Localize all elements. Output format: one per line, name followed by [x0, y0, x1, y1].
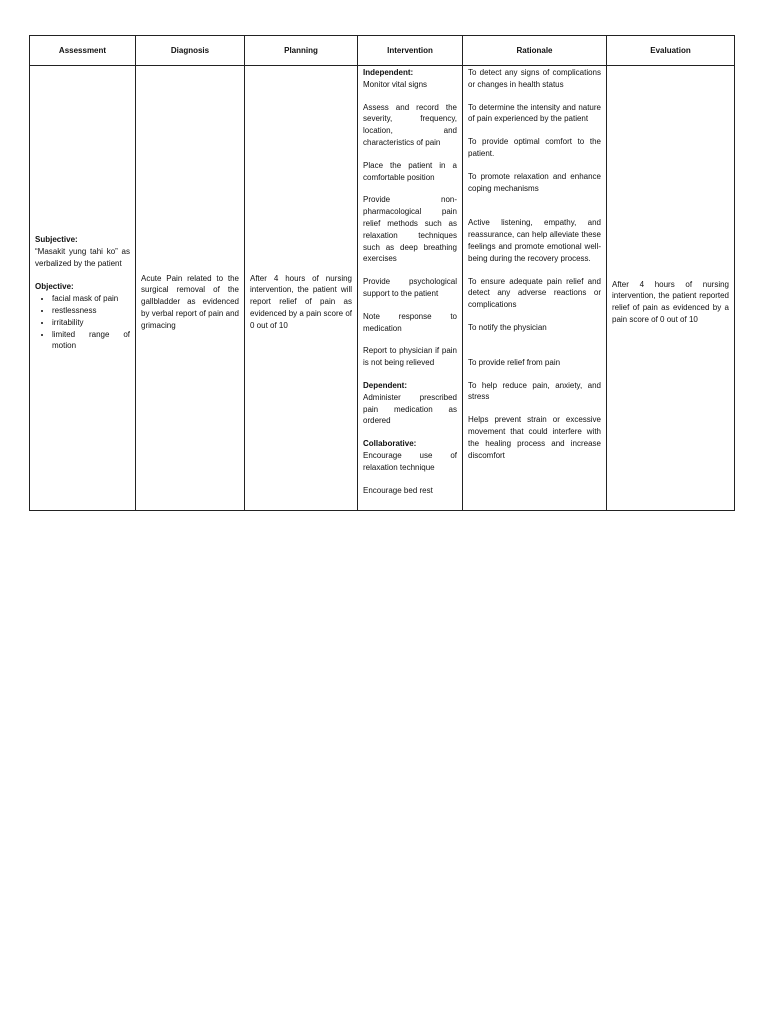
- intervention-item: Administer prescribed pain medication as ordered: [363, 392, 457, 426]
- header-intervention: Intervention: [358, 36, 463, 66]
- intervention-cell: [358, 66, 463, 511]
- rationale-item: To promote relaxation and enhance coping mechanisms: [468, 171, 601, 193]
- rationale-cell: [463, 66, 607, 511]
- intervention-item: Encourage bed rest: [363, 485, 433, 495]
- header-assessment: Assessment: [30, 36, 136, 66]
- rationale-item: To help reduce pain, anxiety, and stress: [468, 380, 601, 402]
- intervention-item: Assess and record the severity, frequency, location, and characteristics of pain: [363, 102, 457, 147]
- objective-label: Objective:: [35, 282, 74, 292]
- objective-item: • facial mask of pain: [52, 293, 130, 305]
- intervention-item: Monitor vital signs: [363, 79, 428, 89]
- evaluation-cell: [607, 66, 735, 511]
- objective-item: • limited range of motion: [52, 329, 130, 353]
- intervention-item: Encourage use of relaxation technique: [363, 450, 457, 472]
- intervention-item: Report to physician if pain is not being relieved: [363, 346, 457, 368]
- rationale-item: Helps prevent strain or excessive movement that could interfere with the healing process and increase discomfort: [468, 415, 601, 460]
- rationale-item: To detect any signs of complications or changes in health status: [468, 68, 601, 89]
- intervention-item: Place the patient in a comfortable position: [363, 160, 457, 182]
- intervention-item: Note response to medication: [363, 311, 457, 333]
- rationale-item: To notify the physician: [468, 322, 547, 332]
- evaluation-text: After 4 hours of nursing intervention, the patient reported relief of pain as evidenced by a pain score of 0 out of 10: [612, 279, 729, 324]
- header-row: [30, 36, 735, 66]
- planning-text: After 4 hours of nursing intervention, the patient will report relief of pain as evidenced by a pain score of 0 out of 10: [250, 273, 352, 330]
- header-planning: Planning: [245, 36, 358, 66]
- header-diagnosis: Diagnosis: [136, 36, 245, 66]
- assessment-cell: [30, 66, 136, 511]
- collaborative-label: Collaborative:: [363, 439, 417, 449]
- objective-list: [35, 293, 130, 352]
- rationale-item: Active listening, empathy, and reassurance, can help alleviate these feelings and promote emotional well-being during the recovery process.: [468, 218, 601, 263]
- subjective-label: Subjective:: [35, 235, 78, 245]
- rationale-item: To determine the intensity and nature of pain experienced by the patient: [468, 102, 601, 124]
- diagnosis-text: Acute Pain related to the surgical removal of the gallbladder as evidenced by verbal report of pain and grimacing: [141, 273, 239, 330]
- header-evaluation: Evaluation: [607, 36, 735, 66]
- planning-cell: [245, 66, 358, 511]
- objective-item: • restlessness: [52, 305, 130, 317]
- nursing-care-plan-table: [29, 35, 735, 511]
- rationale-item: To provide optimal comfort to the patient.: [468, 137, 601, 158]
- independent-label: Independent:: [363, 68, 414, 77]
- header-rationale: Rationale: [463, 36, 607, 66]
- rationale-item: To provide relief from pain: [468, 357, 561, 367]
- dependent-label: Dependent:: [363, 380, 407, 390]
- objective-item: • irritability: [52, 317, 130, 329]
- subjective-text: “Masakit yung tahi ko” as verbalized by the patient: [35, 246, 130, 268]
- intervention-item: Provide non-pharmacological pain relief methods such as relaxation techniques such as deep breathing exercises: [363, 195, 457, 264]
- intervention-item: Provide psychological support to the patient: [363, 277, 457, 298]
- care-plan-row: [30, 66, 735, 511]
- rationale-item: To ensure adequate pain relief and detect any adverse reactions or complications: [468, 276, 601, 310]
- diagnosis-cell: [136, 66, 245, 511]
